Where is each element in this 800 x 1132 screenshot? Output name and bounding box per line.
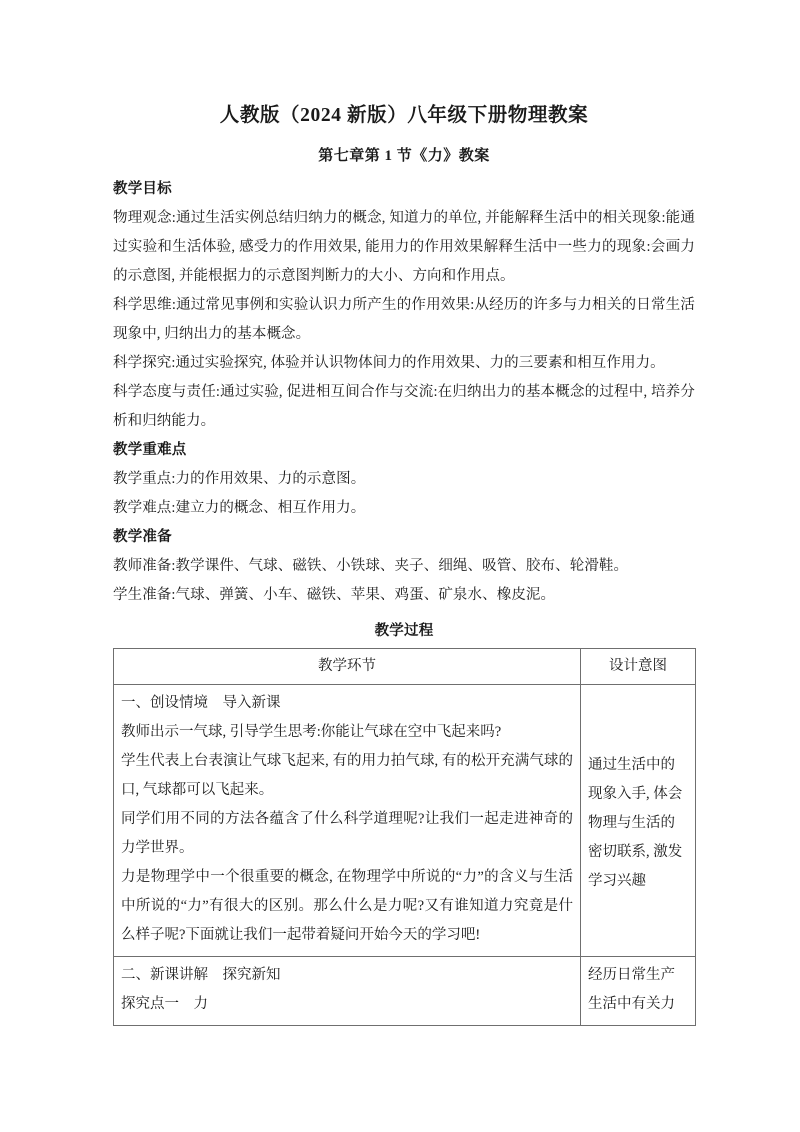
page-title: 人教版（2024 新版）八年级下册物理教案 bbox=[219, 105, 589, 126]
section-paragraph: 学生准备:气球、弹簧、小车、磁铁、苹果、鸡蛋、矿泉水、橡皮泥。 bbox=[113, 587, 556, 604]
cell-design-intent bbox=[581, 957, 696, 1026]
section-teaching-process bbox=[113, 618, 695, 1026]
cell-teaching-steps bbox=[114, 685, 581, 957]
cell-design-intent bbox=[581, 685, 696, 957]
cell-paragraph: 同学们用不同的方法各蕴含了什么科学道理呢?让我们一起走进神奇的力学世界。 bbox=[121, 811, 573, 857]
cell-line: 经历日常生产 bbox=[588, 967, 675, 984]
table-row bbox=[114, 685, 696, 957]
cell-paragraph: 力是物理学中一个很重要的概念, 在物理学中所说的“力”的含义与生活中所说的“力”有很大的区别。那么什么是力呢?又有谁知道力究竟是什么样子呢?下面就让我们一起带着疑问开始今天的学习吧! bbox=[121, 869, 573, 944]
table-row bbox=[114, 957, 696, 1026]
cell-paragraph: 学生代表上台表演让气球飞起来, 有的用力拍气球, 有的松开充满气球的口, 气球都可以飞起来。 bbox=[121, 753, 573, 799]
section-teaching-preparation bbox=[113, 523, 695, 610]
section-key-difficulties bbox=[113, 436, 695, 523]
spacer bbox=[588, 689, 688, 751]
column-header-design-intent: 设计意图 bbox=[581, 649, 696, 685]
table-header-row bbox=[114, 649, 696, 685]
cell-line: 密切联系, 激发 bbox=[588, 844, 683, 861]
cell-line: 一、创设情境 导入新课 bbox=[121, 695, 281, 712]
cell-line: 学习兴趣 bbox=[588, 873, 646, 890]
cell-line: 现象入手, 体会 bbox=[588, 786, 683, 803]
design-intent-text bbox=[588, 689, 688, 896]
section-heading: 教学重难点 bbox=[113, 442, 187, 459]
section-paragraph: 教师准备:教学课件、气球、磁铁、小铁球、夹子、细绳、吸管、胶布、轮滑鞋。 bbox=[113, 558, 629, 575]
section-heading: 教学目标 bbox=[113, 181, 172, 198]
section-paragraph: 科学思维:通过常见事例和实验认识力所产生的作用效果:从经历的许多与力相关的日常生活现象中, 归纳出力的基本概念。 bbox=[113, 297, 695, 343]
design-intent-text bbox=[588, 961, 688, 1019]
cell-teaching-steps bbox=[114, 957, 581, 1026]
cell-line: 二、新课讲解 探究新知 bbox=[121, 967, 281, 984]
section-teaching-objectives bbox=[113, 175, 695, 436]
cell-line: 物理与生活的 bbox=[588, 815, 675, 832]
cell-line: 探究点一 力 bbox=[121, 996, 208, 1013]
teaching-process-table bbox=[113, 648, 696, 1026]
section-paragraph: 教学重点:力的作用效果、力的示意图。 bbox=[113, 471, 366, 488]
section-paragraph: 物理观念:通过生活实例总结归纳力的概念, 知道力的单位, 并能解释生活中的相关现象:能通过实验和生活体验, 感受力的作用效果, 能用力的作用效果解释生活中一些力的现象:会画力的示意图, 并能根据力的示意图判断力的大小、方向和作用点。 bbox=[113, 210, 695, 285]
page-subtitle: 第七章第 1 节《力》教案 bbox=[318, 148, 490, 165]
cell-line: 通过生活中的 bbox=[588, 757, 675, 774]
section-paragraph: 教学难点:建立力的概念、相互作用力。 bbox=[113, 500, 366, 517]
cell-line: 教师出示一气球, 引导学生思考:你能让气球在空中飞起来吗? bbox=[121, 724, 502, 741]
document-content bbox=[113, 0, 695, 1026]
column-header-teaching-steps: 教学环节 bbox=[114, 649, 581, 685]
cell-line: 生活中有关力 bbox=[588, 996, 675, 1013]
section-heading: 教学准备 bbox=[113, 529, 172, 546]
section-paragraph: 科学探究:通过实验探究, 体验并认识物体间力的作用效果、力的三要素和相互作用力。 bbox=[113, 355, 665, 372]
process-title: 教学过程 bbox=[374, 623, 434, 640]
section-paragraph: 科学态度与责任:通过实验, 促进相互间合作与交流:在归纳出力的基本概念的过程中, 培养分析和归纳能力。 bbox=[113, 384, 695, 430]
